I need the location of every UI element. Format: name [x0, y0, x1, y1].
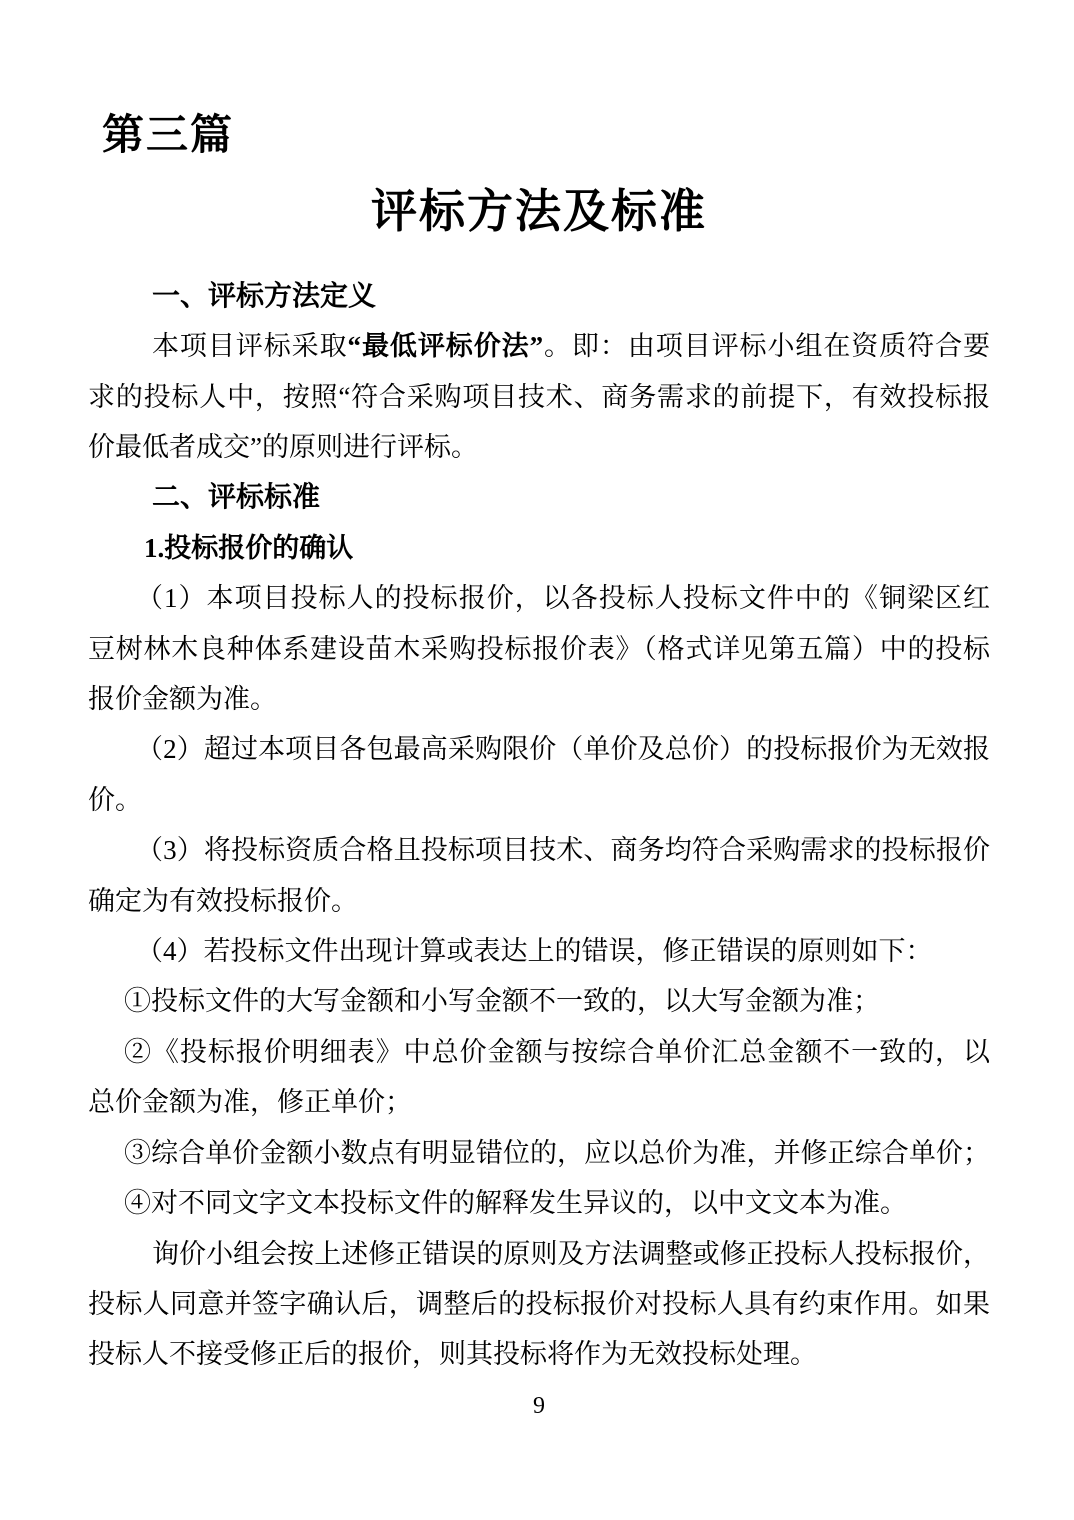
text-segment: 。即：由项目评标小组在资质符合要 [543, 331, 991, 362]
document-content [88, 0, 990, 1426]
text-line: 豆树林木良种体系建设苗木采购投标报价表》（格式详见第五篇）中的投标 [88, 633, 990, 664]
sub-heading: 1.投标报价的确认 [144, 532, 354, 563]
section-heading: 一、评标方法定义 [152, 279, 377, 311]
page-number: 9 [533, 1392, 545, 1419]
text-line: 总价金额为准，修正单价； [88, 1087, 412, 1118]
text-line: ①投标文件的大写金额和小写金额不一致的，以大写金额为准； [124, 986, 880, 1017]
text-line: 报价金额为准。 [88, 684, 277, 715]
document-body [88, 271, 990, 1380]
text-line: （3）将投标资质合格且投标项目技术、商务均符合采购需求的投标报价 [136, 835, 990, 866]
text-line: 投标人同意并签字确认后，调整后的投标报价对投标人具有约束作用。如果 [88, 1288, 990, 1319]
document-title: 评标方法及标准 [371, 186, 707, 238]
text-line: （4）若投标文件出现计算或表达上的错误，修正错误的原则如下： [136, 936, 933, 967]
part-heading: 第三篇 [102, 111, 235, 158]
text-line: 询价小组会按上述修正错误的原则及方法调整或修正投标人投标报价， [152, 1238, 990, 1269]
section-heading: 二、评标标准 [152, 481, 321, 513]
text-line: 确定为有效投标报价。 [88, 885, 358, 916]
text-line: 求的投标人中，按照“符合采购项目技术、商务需求的前提下，有效投标报 [88, 381, 990, 412]
text-line: （2）超过本项目各包最高采购限价（单价及总价）的投标报价为无效报 [136, 734, 990, 765]
text-line: 价。 [88, 784, 142, 815]
text-segment: 本项目评标采取 [152, 331, 348, 362]
emphasis-bold: “最低评标价法” [347, 331, 544, 362]
text-line [88, 321, 990, 371]
text-line: 投标人不接受修正后的报价，则其投标将作为无效投标处理。 [88, 1339, 817, 1370]
text-line: （1）本项目投标人的投标报价，以各投标人投标文件中的《铜梁区红 [136, 583, 990, 614]
text-line: ③综合单价金额小数点有明显错位的，应以总价为准，并修正综合单价； [124, 1137, 990, 1168]
text-line: 价最低者成交”的原则进行评标。 [88, 432, 478, 462]
text-line: ②《投标报价明细表》中总价金额与按综合单价汇总金额不一致的，以 [124, 1036, 990, 1067]
text-line: ④对不同文字文本投标文件的解释发生异议的，以中文文本为准。 [124, 1188, 907, 1219]
